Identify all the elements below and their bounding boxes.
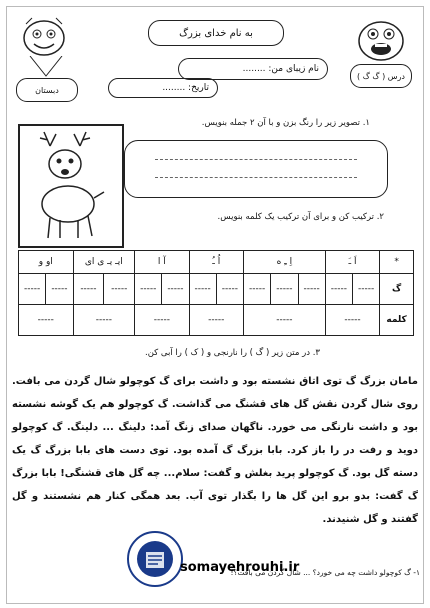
site-logo-icon [126,530,184,588]
coloring-picture-frame [18,124,124,248]
question-3: ۳. در متن زیر ( گ ) را نارنجی و ( ک ) را آبی کن. [145,348,320,358]
blank-cell[interactable]: ----- [325,305,379,336]
lesson-label: درس ( گ گ ) [350,64,412,88]
blank-cell[interactable]: ----- [325,274,352,305]
question-1: ۱. تصویر زیر را رنگ بزن و با آن ۲ جمله بنویس. [201,118,370,128]
smiling-character-icon [16,14,72,58]
blank-cell[interactable]: ----- [216,274,243,305]
blank-cell[interactable]: ----- [162,274,189,305]
footer-question: ۱- گ کوچولو داشت چه می خورد؟ ... شال گردن می بافت؟! [230,568,420,577]
table-header-cell: ایـ یـ ی ای [73,251,135,274]
blank-cell[interactable]: ----- [104,274,135,305]
blank-cell[interactable]: ----- [189,305,243,336]
table-header-cell: اُ ـُ [189,251,243,274]
row-label: کلمه [380,305,414,336]
laughing-character-icon [352,16,410,62]
table-row [19,305,414,336]
question-2: ۲. ترکیب کن و برای آن ترکیب یک کلمه بنویس. [217,212,384,222]
page-title: به نام خدای بزرگ [148,20,284,46]
blank-cell[interactable]: ----- [73,305,135,336]
sentence-writing-box[interactable] [124,140,388,198]
letter-combination-table [18,250,414,336]
table-header-cell: آ ا [135,251,189,274]
blank-cell[interactable]: ----- [298,274,325,305]
blank-cell[interactable]: ----- [352,274,379,305]
story-text: مامان بزرگ گ توی اتاق نشسته بود و داشت برای گ کوچولو شال گردن می بافت. روی شال گردن نقش گل های قشنگ می گذاشت. گ کوچولو هم یک گوشه نشسته بود و داشت نارنگی می خورد. ناگهان صدای زنگ آمد: دلینگ ... دلینگ. گ کوچولو دوید و رفت در را باز کرد. بابا بزرگ گ آمده بود. توی دست های بابا بزرگ گ یک دسته گل بود. گ کوچولو پرید بغلش و گفت: سلام... چه گل های قشنگی! بابا بزرگ گ گفت: بدو برو این گل ها را بگذار توی آب. بعد همگی کنار هم نشستند و گل گفتند و گل شنیدند. [12,376,418,525]
table-header-cell: * [380,251,414,274]
date-field[interactable]: تاریخ: ........ [108,78,218,98]
reindeer-icon [20,126,118,242]
table-header-cell: او و [19,251,74,274]
blank-cell[interactable]: ----- [135,274,162,305]
website-watermark[interactable]: somayehrouhi.ir [180,560,300,575]
table-header-cell: اِ ـِ ه [244,251,326,274]
blank-cell[interactable]: ----- [271,274,298,305]
row-label: گ [380,274,414,305]
table-header-cell: اَ ـَ [325,251,379,274]
blank-cell[interactable]: ----- [19,274,46,305]
blank-cell[interactable]: ----- [135,305,189,336]
table-header-row [19,251,414,274]
blank-cell[interactable]: ----- [19,305,74,336]
table-row [19,274,414,305]
blank-cell[interactable]: ----- [73,274,104,305]
writing-line[interactable] [155,177,357,178]
blank-cell[interactable]: ----- [189,274,216,305]
blank-cell[interactable]: ----- [244,274,271,305]
school-field[interactable]: دبستان [16,78,78,102]
name-field[interactable]: نام زیبای من: ........ [178,58,328,80]
blank-cell[interactable]: ----- [244,305,326,336]
hanging-string-icon [26,56,66,80]
blank-cell[interactable]: ----- [46,274,73,305]
writing-line[interactable] [155,159,357,160]
